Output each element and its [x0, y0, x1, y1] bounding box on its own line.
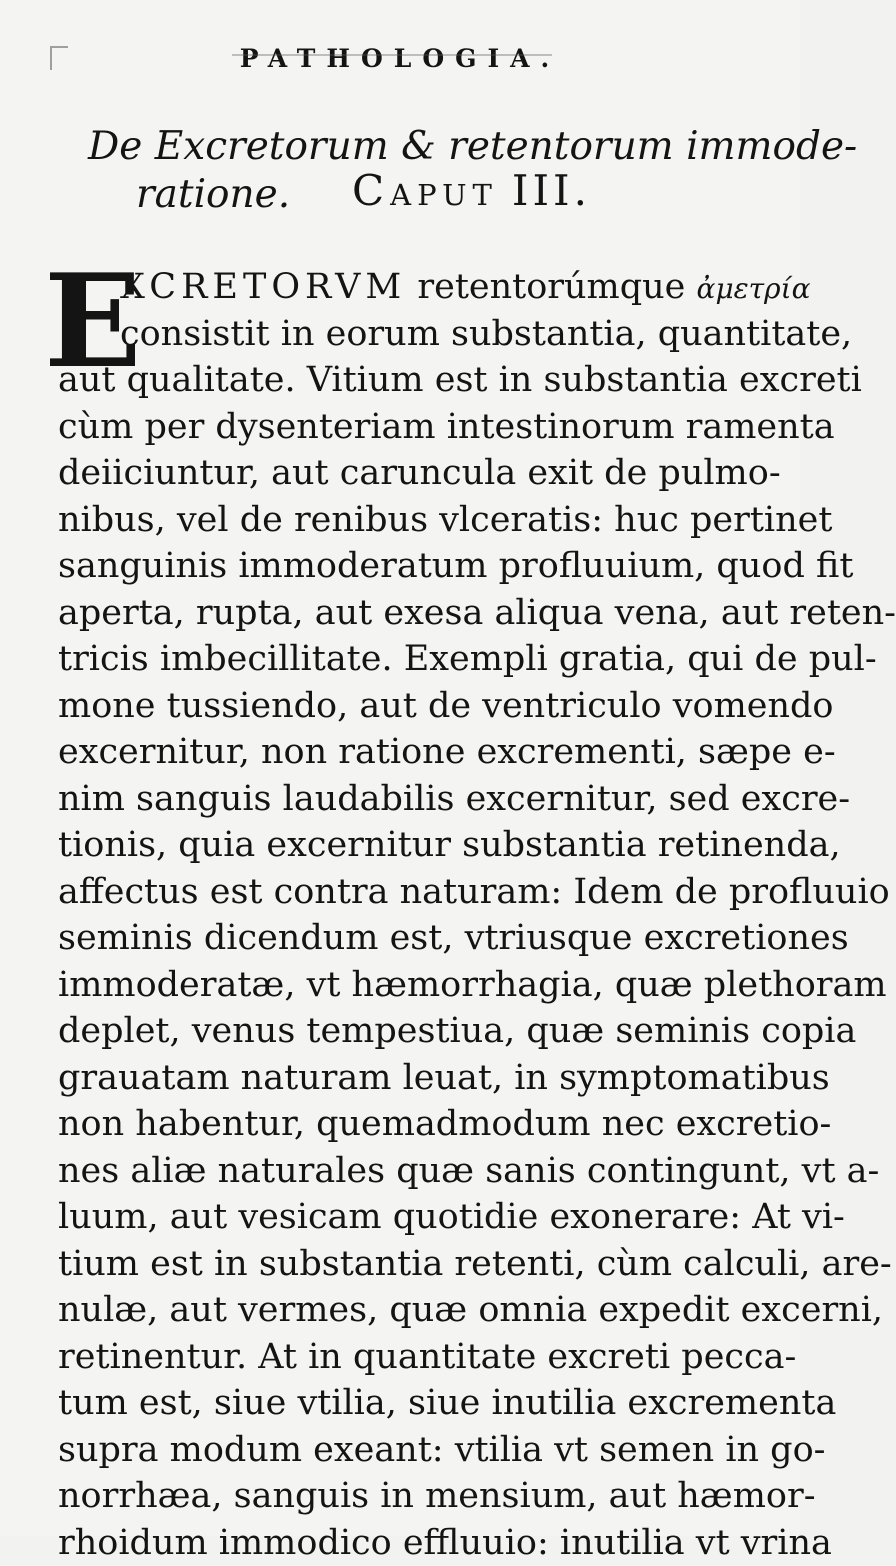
caput-word: Caput: [352, 166, 498, 215]
text-line: aperta, rupta, aut exesa aliqua vena, aut reten-: [58, 590, 750, 637]
drop-cap: E: [44, 258, 142, 386]
text-line: nulæ, aut vermes, quæ omnia expedit excerni,: [58, 1287, 750, 1334]
text-line: rhoidum immodico effluuio: inutilia vt vrina: [58, 1520, 750, 1566]
text-line: deiiciuntur, aut caruncula exit de pulmo-: [58, 450, 750, 497]
text-line: tum est, siue vtilia, siue inutilia excrementa: [58, 1380, 750, 1427]
chapter-heading-line-1: De Excretorum & retentorum immode-: [88, 124, 857, 169]
text-line: tricis imbecillitate. Exempli gratia, qui de pul-: [58, 636, 750, 683]
text-line-first: [58, 264, 750, 311]
text-line: immoderatæ, vt hæmorrhagia, quæ plethoram: [58, 962, 750, 1009]
text-line: mone tussiendo, aut de ventriculo vomendo: [58, 683, 750, 730]
text-line: supra modum exeant: vtilia vt semen in go-: [58, 1427, 750, 1474]
text-line: cùm per dysenteriam intestinorum ramenta: [58, 404, 750, 451]
text-line: consistit in eorum substantia, quantitate,: [58, 311, 750, 358]
running-head-rule: [232, 54, 552, 56]
text-line: grauatam naturam leuat, in symptomatibus: [58, 1055, 750, 1102]
text-line: deplet, venus tempestiua, quæ seminis copia: [58, 1008, 750, 1055]
greek-word: ἀμετρία: [697, 272, 811, 305]
text-line: luum, aut vesicam quotidie exonerare: At vi-: [58, 1194, 750, 1241]
text-line: nes aliæ naturales quæ sanis contingunt, vt a-: [58, 1148, 750, 1195]
caput-numeral: III.: [512, 166, 591, 215]
text-line: affectus est contra naturam: Idem de profluuio: [58, 869, 750, 916]
text-line: tium est in substantia retenti, cùm calculi, are-: [58, 1241, 750, 1288]
text-line: excernitur, non ratione excrementi, sæpe e-: [58, 729, 750, 776]
text-line: seminis dicendum est, vtriusque excretiones: [58, 915, 750, 962]
text-line: norrhæa, sanguis in mensium, aut hæmor-: [58, 1473, 750, 1520]
text-line: retinentur. At in quantitate excreti pecca-: [58, 1334, 750, 1381]
text-line: nim sanguis laudabilis excernitur, sed excre-: [58, 776, 750, 823]
running-head: PATHOLOGIA.: [0, 44, 800, 73]
text-line: sanguinis immoderatum profluuium, quod fit: [58, 543, 750, 590]
chapter-number: [352, 166, 591, 215]
text-line: nibus, vel de renibus vlceratis: huc pertinet: [58, 497, 750, 544]
text-line: tionis, quia excernitur substantia retinenda,: [58, 822, 750, 869]
first-word-smallcaps: XCRETORVM: [120, 267, 406, 307]
text-line: aut qualitate. Vitium est in substantia excreti: [58, 357, 750, 404]
body-text: [58, 264, 750, 1566]
chapter-heading-line-2: ratione.: [136, 172, 290, 217]
first-line-rest: retentorúmque: [406, 267, 696, 307]
text-line: non habentur, quemadmodum nec excretio-: [58, 1101, 750, 1148]
